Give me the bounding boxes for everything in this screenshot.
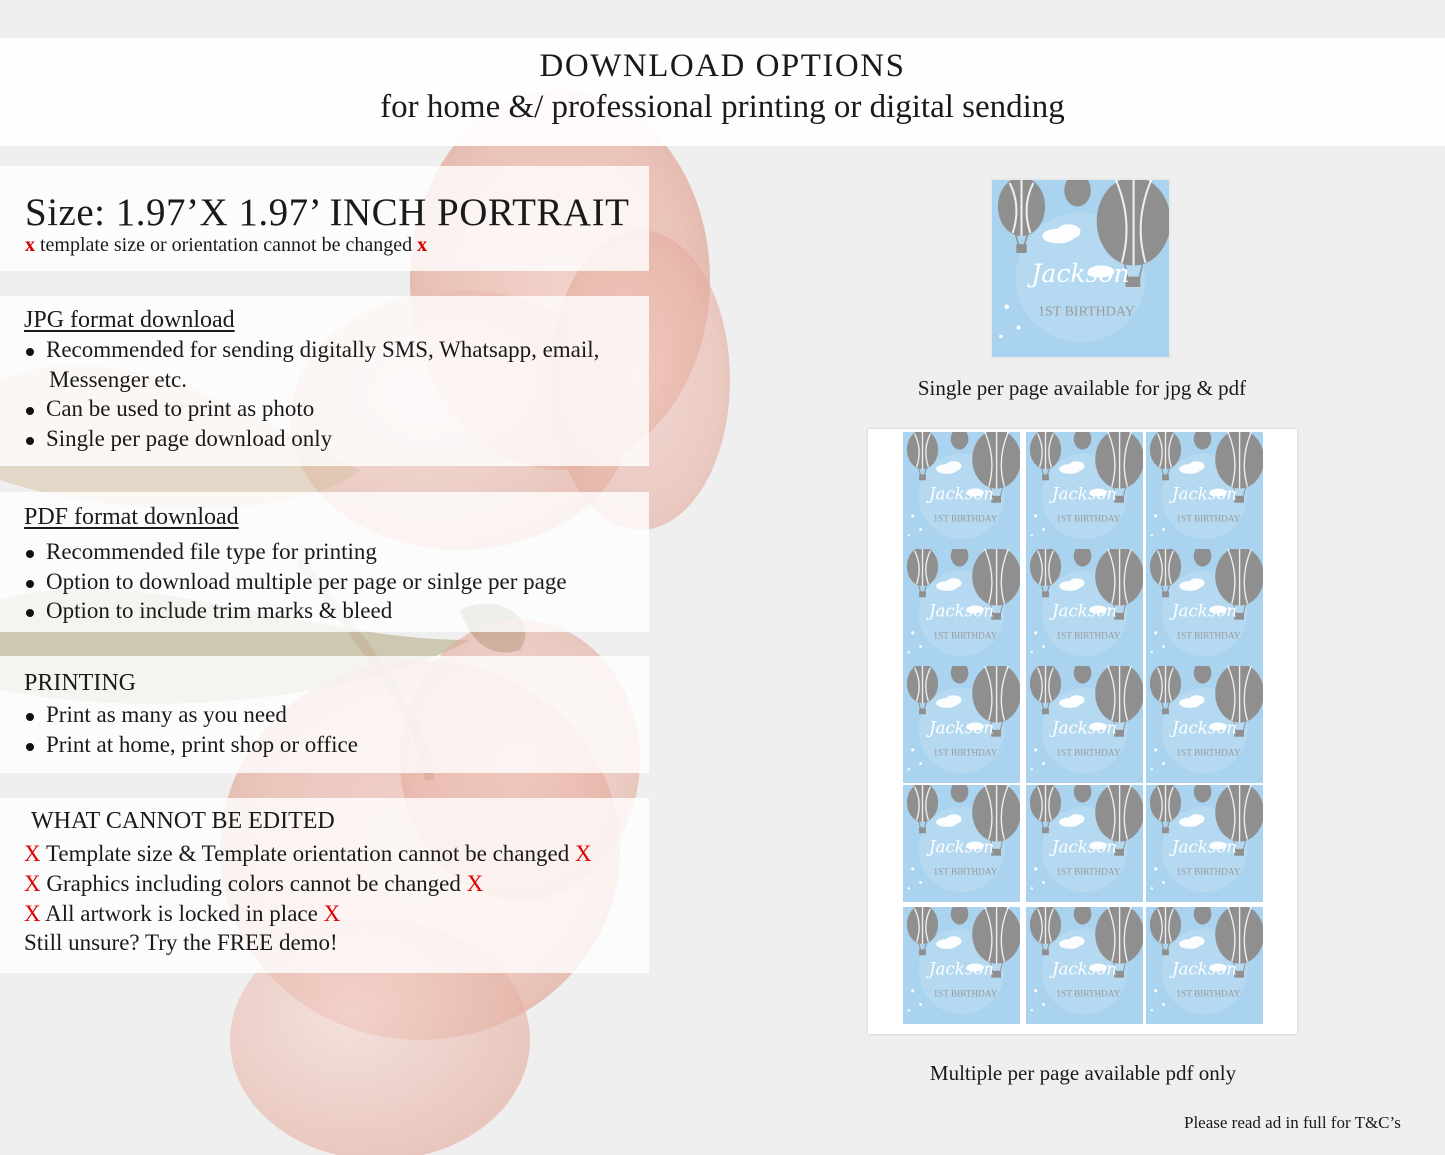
list-item-text: Template size & Template orientation cannot be changed [40, 841, 575, 866]
tag-artwork [903, 549, 1020, 666]
red-x-icon: X [574, 841, 592, 866]
tag-name-text: Jackson [1052, 484, 1117, 504]
red-x-icon: X [323, 900, 341, 926]
multi-per-page-sheet [868, 429, 1297, 1034]
list-item: Print as many as you need [24, 700, 358, 730]
tag-subtitle-text: 1ST BIRTHDAY [933, 631, 998, 642]
tag-artwork [903, 666, 1020, 783]
sheet-tag-tile [903, 785, 1020, 902]
red-x-icon: X [24, 900, 41, 926]
tag-subtitle-text: 1ST BIRTHDAY [1056, 748, 1121, 759]
jpg-bullet-list [24, 335, 599, 453]
tag-artwork [992, 180, 1169, 357]
not-editable-panel [0, 798, 649, 973]
list-item [24, 869, 592, 899]
list-item: Print at home, print shop or office [24, 730, 358, 760]
pdf-panel [0, 492, 649, 632]
tag-name-text: Jackson [929, 718, 994, 738]
size-panel [0, 166, 649, 271]
list-item [24, 899, 592, 929]
page-title: DOWNLOAD OPTIONS [539, 48, 906, 84]
red-x-icon: X [24, 870, 41, 896]
tag-name-text: Jackson [1172, 718, 1237, 738]
sheet-tag-tile [903, 907, 1020, 1024]
header-banner [0, 38, 1445, 146]
tag-subtitle-text: 1ST BIRTHDAY [933, 514, 998, 525]
sheet-tag-tile [1026, 549, 1143, 666]
red-x-icon: x [25, 234, 35, 256]
sheet-tag-tile [903, 549, 1020, 666]
sheet-tag-tile [1146, 432, 1263, 549]
tag-subtitle-text: 1ST BIRTHDAY [1176, 514, 1241, 525]
list-item-continuation: Messenger etc. [49, 366, 187, 392]
size-note-text: template size or orientation cannot be changed [35, 234, 418, 256]
tag-name-text: Jackson [1052, 601, 1117, 621]
sheet-tag-tile [1026, 907, 1143, 1024]
tag-artwork [1146, 432, 1263, 549]
sheet-tag-tile [903, 666, 1020, 783]
tag-subtitle-text: 1ST BIRTHDAY [1056, 989, 1121, 1000]
tag-artwork [1026, 785, 1143, 902]
tag-artwork [1146, 549, 1263, 666]
multi-caption: Multiple per page available pdf only [929, 1061, 1237, 1085]
sheet-tag-tile [1146, 666, 1263, 783]
tag-subtitle-text: 1ST BIRTHDAY [1038, 304, 1135, 320]
tag-subtitle-text: 1ST BIRTHDAY [1056, 514, 1121, 525]
tag-name-text: Jackson [929, 484, 994, 504]
list-item-text: Recommended for sending digitally SMS, Whatsapp, email, [46, 337, 600, 362]
demo-note: Still unsure? Try the FREE demo! [24, 930, 338, 956]
single-tag-preview [990, 178, 1171, 359]
tag-name-text: Jackson [1172, 837, 1237, 857]
list-item-text: All artwork is locked in place [40, 900, 324, 926]
tag-subtitle-text: 1ST BIRTHDAY [1056, 631, 1121, 642]
tag-name-text: Jackson [1052, 718, 1117, 738]
tag-subtitle-text: 1ST BIRTHDAY [933, 748, 998, 759]
size-note [25, 234, 427, 257]
jpg-panel [0, 296, 649, 466]
list-item: Option to include trim marks & bleed [24, 596, 567, 626]
jpg-heading: JPG format download [24, 307, 235, 333]
not-editable-list [24, 839, 592, 958]
tag-artwork [903, 432, 1020, 549]
tag-artwork [1146, 907, 1263, 1024]
sheet-tag-tile [903, 432, 1020, 549]
tag-artwork [1026, 549, 1143, 666]
red-x-icon: X [24, 841, 41, 866]
tag-artwork [1146, 785, 1263, 902]
tag-subtitle-text: 1ST BIRTHDAY [1176, 631, 1241, 642]
tag-subtitle-text: 1ST BIRTHDAY [933, 989, 998, 1000]
tag-artwork [1146, 666, 1263, 783]
tag-subtitle-text: 1ST BIRTHDAY [1056, 867, 1121, 878]
size-heading: Size: 1.97’X 1.97’ INCH PORTRAIT [25, 191, 630, 234]
tag-artwork [1026, 907, 1143, 1024]
tag-subtitle-text: 1ST BIRTHDAY [1176, 989, 1241, 1000]
list-item: Option to download multiple per page or sinlge per page [24, 567, 567, 597]
printing-bullet-list [24, 700, 358, 759]
tag-name-text: Jackson [929, 959, 994, 979]
not-editable-heading: WHAT CANNOT BE EDITED [31, 808, 335, 834]
tag-name-text: Jackson [929, 837, 994, 857]
red-x-icon: X [466, 870, 484, 896]
list-item: Single per page download only [24, 424, 599, 454]
tag-artwork [903, 907, 1020, 1024]
tag-artwork [1026, 666, 1143, 783]
printing-panel [0, 656, 649, 773]
sheet-tag-tile [1026, 432, 1143, 549]
list-item [24, 839, 592, 869]
tag-name-text: Jackson [1172, 484, 1237, 504]
pdf-bullet-list [24, 537, 567, 626]
single-caption: Single per page available for jpg & pdf [917, 376, 1247, 400]
list-item: Can be used to print as photo [24, 394, 599, 424]
tag-subtitle-text: 1ST BIRTHDAY [1176, 748, 1241, 759]
list-item [24, 335, 599, 394]
sheet-tag-tile [1026, 785, 1143, 902]
list-item-text: Graphics including colors cannot be changed [40, 870, 467, 896]
terms-note: Please read ad in full for T&C’s [1184, 1113, 1401, 1132]
tag-subtitle-text: 1ST BIRTHDAY [1176, 867, 1241, 878]
pdf-heading: PDF format download [24, 504, 239, 530]
red-x-icon: x [417, 234, 428, 256]
list-item: Recommended file type for printing [24, 537, 567, 567]
tag-name-text: Jackson [1052, 959, 1117, 979]
tag-name-text: Jackson [1052, 837, 1117, 857]
sheet-tag-tile [1146, 907, 1263, 1024]
tag-name-text: Jackson [1172, 959, 1237, 979]
tag-name-text: Jackson [1172, 601, 1237, 621]
tag-name-text: Jackson [1031, 258, 1130, 288]
tag-name-text: Jackson [929, 601, 994, 621]
tag-subtitle-text: 1ST BIRTHDAY [933, 867, 998, 878]
sheet-tag-tile [1146, 549, 1263, 666]
tag-artwork [903, 785, 1020, 902]
sheet-tag-tile [1026, 666, 1143, 783]
sheet-tag-tile [1146, 785, 1263, 902]
tag-artwork [1026, 432, 1143, 549]
printing-heading: PRINTING [24, 670, 136, 696]
page-subtitle: for home &/ professional printing or digital sending [380, 89, 1065, 125]
